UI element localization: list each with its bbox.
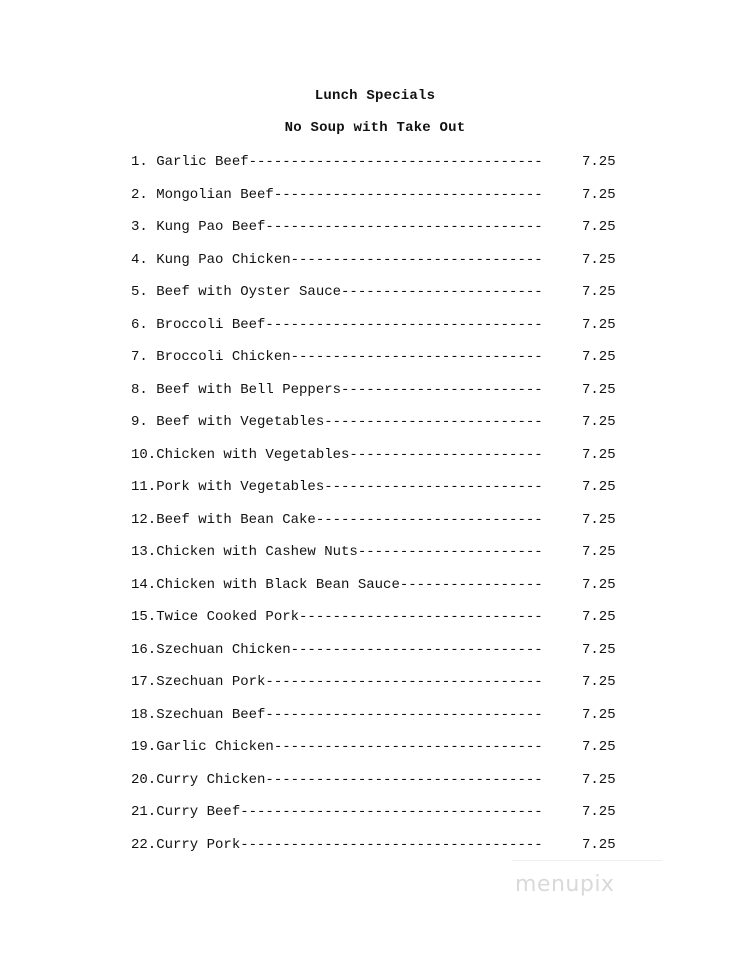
menu-item xyxy=(131,412,631,445)
menu-item-name: 18.Szechuan Beef--------------------------------- xyxy=(131,706,543,723)
menu-item-price: 7.25 xyxy=(582,251,616,268)
menu-item xyxy=(131,835,631,868)
menu-item xyxy=(131,510,631,543)
menu-item-name: 21.Curry Beef------------------------------------ xyxy=(131,804,543,820)
menu-item xyxy=(131,575,631,608)
menu-subtitle: No Soup with Take Out xyxy=(284,120,466,136)
menu-item-name: 22.Curry Pork------------------------------------ xyxy=(131,836,543,853)
menu-item xyxy=(131,802,631,835)
menu-item-name: 2. Mongolian Beef-------------------------------- xyxy=(131,186,543,203)
menu-item-name: 13.Chicken with Cashew Nuts---------------------- xyxy=(131,544,543,560)
menu-item-price: 7.25 xyxy=(582,414,616,430)
menu-item-name: 3. Kung Pao Beef--------------------------------- xyxy=(131,219,543,235)
menu-item-price: 7.25 xyxy=(582,284,616,300)
menu-item xyxy=(131,477,631,510)
menu-item-name: 7. Broccoli Chicken------------------------------ xyxy=(131,349,543,365)
menu-item-name: 6. Broccoli Beef--------------------------------- xyxy=(131,316,543,333)
menu-item-price: 7.25 xyxy=(582,511,616,528)
menu-item-name: 16.Szechuan Chicken------------------------------ xyxy=(131,641,543,658)
menu-item xyxy=(131,542,631,575)
menu-item xyxy=(131,217,631,250)
menu-item-name: 9. Beef with Vegetables-------------------------- xyxy=(131,414,543,430)
menu-item-price: 7.25 xyxy=(582,381,616,398)
menu-item-name: 20.Curry Chicken--------------------------------- xyxy=(131,771,543,788)
menu-item xyxy=(131,347,631,380)
menu-item xyxy=(131,185,631,218)
menu-item-name: 11.Pork with Vegetables-------------------------- xyxy=(131,479,543,495)
menu-item-price: 7.25 xyxy=(582,706,616,723)
menu-item xyxy=(131,672,631,705)
menu-item-name: 14.Chicken with Black Bean Sauce----------------- xyxy=(131,576,543,593)
menu-item-price: 7.25 xyxy=(582,771,616,788)
menu-item-name: 8. Beef with Bell Peppers------------------------ xyxy=(131,381,543,398)
menu-item xyxy=(131,250,631,283)
menu-item-name: 10.Chicken with Vegetables----------------------- xyxy=(131,446,543,463)
menu-item xyxy=(131,640,631,673)
menu-item-price: 7.25 xyxy=(582,544,616,560)
menu-title: Lunch Specials xyxy=(314,88,436,104)
menu-item xyxy=(131,607,631,640)
menu-item-price: 7.25 xyxy=(582,479,616,495)
menu-item xyxy=(131,770,631,803)
menu-item-price: 7.25 xyxy=(582,154,616,170)
menu-item-name: 12.Beef with Bean Cake--------------------------- xyxy=(131,511,543,528)
menu-item-price: 7.25 xyxy=(582,804,616,820)
menu-item-list xyxy=(131,152,631,867)
menu-item-price: 7.25 xyxy=(582,446,616,463)
menu-item-price: 7.25 xyxy=(582,674,616,690)
menu-item-price: 7.25 xyxy=(582,739,616,755)
menu-item-name: 15.Twice Cooked Pork----------------------------- xyxy=(131,609,543,625)
menu-item xyxy=(131,315,631,348)
menu-item-name: 5. Beef with Oyster Sauce------------------------ xyxy=(131,284,543,300)
menu-item-name: 4. Kung Pao Chicken------------------------------ xyxy=(131,251,543,268)
menu-item-price: 7.25 xyxy=(582,576,616,593)
menu-item xyxy=(131,705,631,738)
menu-item xyxy=(131,152,631,185)
menu-item-price: 7.25 xyxy=(582,641,616,658)
menu-item-price: 7.25 xyxy=(582,609,616,625)
menu-item-name: 1. Garlic Beef----------------------------------- xyxy=(131,154,543,170)
menu-item-name: 19.Garlic Chicken-------------------------------- xyxy=(131,739,543,755)
menu-item-price: 7.25 xyxy=(582,186,616,203)
menu-item-price: 7.25 xyxy=(582,316,616,333)
menu-item-price: 7.25 xyxy=(582,219,616,235)
menu-item-price: 7.25 xyxy=(582,349,616,365)
menu-item xyxy=(131,282,631,315)
watermark-logo: menupix xyxy=(515,872,615,897)
watermark-divider xyxy=(512,860,662,861)
menu-item xyxy=(131,737,631,770)
menu-item xyxy=(131,445,631,478)
menu-item xyxy=(131,380,631,413)
menu-item-name: 17.Szechuan Pork--------------------------------- xyxy=(131,674,543,690)
menu-item-price: 7.25 xyxy=(582,836,616,853)
